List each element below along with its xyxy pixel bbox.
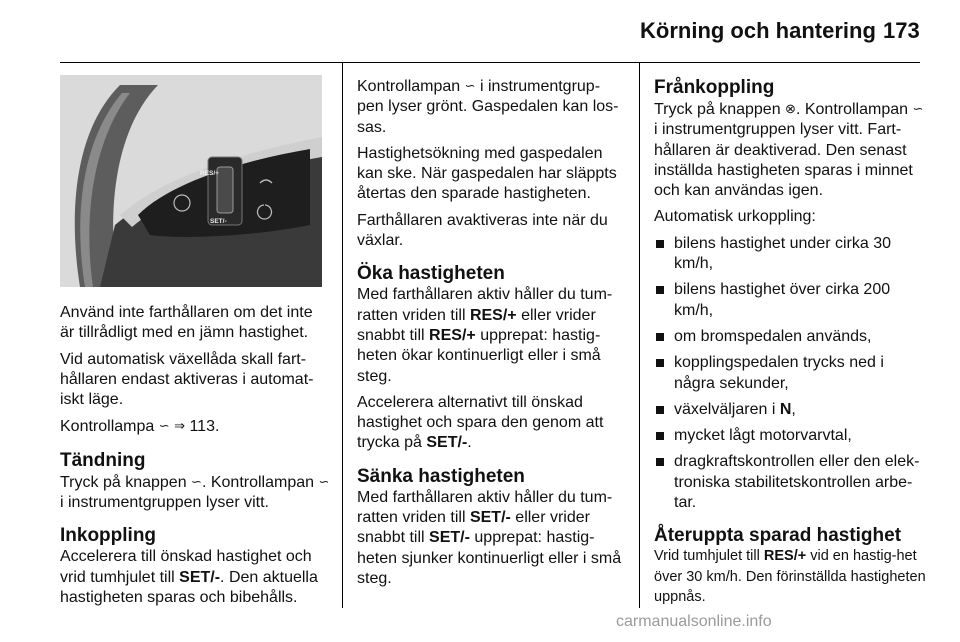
paragraph: Vid automatisk växellåda skall fart-hållaren endast aktiveras i automat-iskt läge. (60, 350, 314, 409)
text: Vrid tumhjulet till (654, 548, 760, 565)
paragraph: Använd inte farthållaren om det inte är tillrådligt med en jämn hastighet. (60, 304, 313, 342)
text: . Kontrollampan (795, 101, 909, 118)
column-left (60, 75, 330, 614)
paragraph (357, 393, 625, 454)
cruise-control-icon: ∽ (158, 418, 170, 434)
text: Kontrollampan (357, 78, 461, 95)
text: eller vrider snabbt till (357, 306, 596, 344)
column-middle (357, 76, 625, 595)
figure-label-set: SET/- (210, 218, 227, 225)
heading-ateruppta: Återuppta sparad hastighet (654, 525, 902, 547)
list-item (654, 400, 926, 420)
text: Accelerera till önskad hastighet och vrid tumhjulet till (60, 548, 312, 586)
header-rule (60, 62, 920, 63)
page-reference-arrow-icon: ⇒ (174, 418, 185, 434)
paragraph (60, 416, 330, 437)
control-label: SET/- (426, 434, 468, 452)
text: Tryck på knappen (654, 101, 781, 118)
list-item: om bromspedalen används, (654, 327, 926, 347)
control-label: RES/+ (429, 326, 476, 344)
heading-inkoppling: Inkoppling (60, 525, 157, 547)
paragraph (357, 285, 625, 386)
control-label: RES/+ (469, 306, 517, 324)
text: i instrumentgrup-pen lyser grönt. Gaspedalen kan los-sas. (357, 78, 619, 136)
steering-wheel-figure (60, 75, 322, 287)
control-label: SET/- (469, 509, 511, 527)
paragraph (60, 547, 330, 608)
list-item: bilens hastighet över cirka 200 km/h, (654, 280, 926, 321)
list-item: kopplingspedalen trycks ned i några sekunder, (654, 353, 926, 394)
text: Kontrollampa (60, 418, 155, 436)
paragraph: Hastighetsökning med gaspedalen kan ske. När gaspedalen har släppts återtas den sparade hastigheten. (357, 144, 617, 203)
list-item: bilens hastighet under cirka 30 km/h, (654, 234, 926, 275)
text: upprepat: hastig-heten sjunker kontinuerligt eller i små steg. (357, 529, 622, 587)
text: , (791, 400, 796, 418)
gear-position: N (779, 400, 792, 418)
cruise-control-icon: ∽ (464, 78, 476, 93)
watermark: carmanualsonline.info (616, 613, 772, 630)
paragraph (654, 546, 926, 607)
control-label: SET/- (429, 529, 470, 547)
paragraph (357, 76, 625, 138)
figure-label-res: RES/+ (200, 170, 219, 177)
text: . (467, 434, 472, 452)
column-right (654, 75, 926, 613)
page-reference: 113. (189, 418, 220, 436)
text: i instrumentgruppen lyser vitt. Fart-hållaren är deaktiverad. Den senast inställda hastigheten sparas i minnet och kan användas igen. (654, 121, 913, 200)
text: Med farthållaren aktiv håller du tum-ratten vriden till (357, 488, 613, 527)
list-item: mycket lågt motorvarvtal, (654, 426, 926, 446)
page-header-title: Körning och hantering (640, 18, 876, 43)
cancel-icon: ⊗ (785, 101, 796, 116)
cruise-control-icon: ∽ (318, 473, 330, 489)
control-label: RES/+ (763, 548, 807, 565)
text: Accelerera alternativt till önskad hastighet och spara den genom att trycka på (357, 393, 604, 452)
cruise-control-icon: ∽ (912, 101, 924, 116)
text: i instrumentgruppen lyser vitt. (60, 494, 269, 512)
text: Med farthållaren aktiv håller du tum-ratten vriden till (357, 286, 613, 324)
paragraph (357, 488, 625, 589)
text: Tryck på knappen (60, 473, 187, 491)
steering-wheel-illustration (60, 75, 322, 287)
text: vid en hastig-het över 30 km/h. Den förinställda hastigheten uppnås. (654, 548, 926, 605)
paragraph: Farthållaren avaktiveras inte när du växlar. (357, 211, 608, 250)
column-divider-left (342, 62, 343, 608)
text: upprepat: hastig-heten ökar kontinuerligt eller i små steg. (357, 326, 601, 385)
paragraph: Automatisk urkoppling: (654, 208, 816, 226)
heading-tandning: Tändning (60, 449, 146, 471)
list-item: dragkraftskontrollen eller den elek-troniska stabilitetskontrollen arbe-tar. (654, 452, 926, 513)
heading-oka-hastigheten: Öka hastigheten (357, 263, 505, 285)
text: . Den aktuella hastigheten sparas och bibehålls. (60, 568, 318, 606)
text: . Kontrollampan (201, 473, 315, 491)
paragraph (654, 99, 926, 201)
text: växelväljaren i (674, 400, 776, 418)
heading-sanka-hastigheten: Sänka hastigheten (357, 465, 525, 487)
heading-frankoppling: Frånkoppling (654, 77, 775, 98)
text: eller vrider snabbt till (357, 509, 590, 547)
paragraph (60, 472, 330, 514)
column-divider-right (639, 62, 640, 608)
cruise-control-icon: ∽ (191, 473, 202, 489)
page-number: 173 (883, 18, 920, 43)
control-label: SET/- (179, 568, 221, 586)
